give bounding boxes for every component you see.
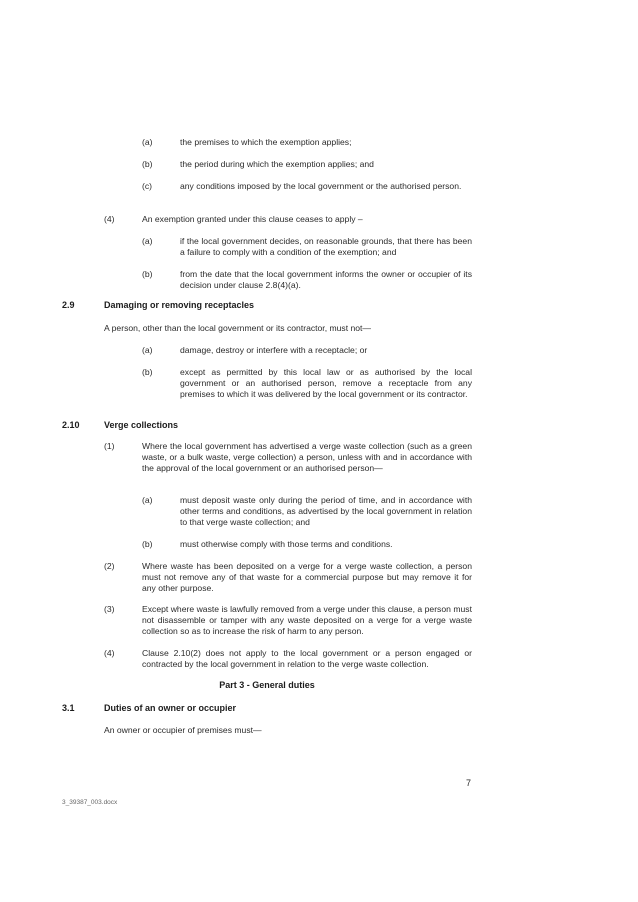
clause-2-8-4b-text: from the date that the local government informs the owner or occupier of its decision under clause 2.8(4)(a). xyxy=(180,269,472,290)
clause-2-9-number: 2.9 xyxy=(62,300,75,310)
clause-2-8-4-text: An exemption granted under this clause ceases to apply – xyxy=(142,214,363,224)
clause-2-8-4a-label: (a) xyxy=(142,236,153,246)
part-3-heading: Part 3 - General duties xyxy=(219,680,315,690)
clause-3-1-intro: An owner or occupier of premises must— xyxy=(104,725,262,735)
clause-2-8-3c-text: any conditions imposed by the local government or the authorised person. xyxy=(180,181,462,191)
clause-2-10-1a-text: must deposit waste only during the period of time, and in accordance with other terms and conditions, as advertised by the local government in relation to that verge waste collection; and xyxy=(180,495,472,527)
clause-2-10-2-label: (2) xyxy=(104,561,115,571)
clause-2-9b-label: (b) xyxy=(142,367,153,377)
clause-2-10-2-text: Where waste has been deposited on a verge for a verge waste collection, a person must not remove any of that waste for a commercial purpose but may remove it for any other purpose. xyxy=(142,561,472,593)
clause-2-8-3a-text: the premises to which the exemption applies; xyxy=(180,137,352,147)
clause-2-10-1-label: (1) xyxy=(104,441,115,451)
clause-3-1-number: 3.1 xyxy=(62,703,75,713)
clause-2-8-3c-label: (c) xyxy=(142,181,153,191)
clause-2-10-1b-text: must otherwise comply with those terms and conditions. xyxy=(180,539,393,549)
clause-2-9-intro: A person, other than the local government or its contractor, must not— xyxy=(104,323,372,333)
clause-2-9b-text: except as permitted by this local law or as authorised by the local government or an authorised person, remove a receptacle from any premises to which it was delivered by the local government or its contractor. xyxy=(180,367,472,399)
clause-2-9a-text: damage, destroy or interfere with a receptacle; or xyxy=(180,345,368,355)
clause-2-10-1-text: Where the local government has advertised a verge waste collection (such as a green waste, or a bulk waste, verge collection) a person, unless with and in accordance with the approval of the local government or an authorised person— xyxy=(142,441,472,473)
clause-2-10-4-label: (4) xyxy=(104,648,115,658)
clause-2-10-3-text: Except where waste is lawfully removed from a verge under this clause, a person must not disassemble or tamper with any waste deposited on a verge for a verge waste collection so as to increase the risk of harm to any person. xyxy=(142,604,472,636)
footer-file-code: 3_39387_003.docx xyxy=(62,799,118,806)
clause-2-8-4a-text: if the local government decides, on reasonable grounds, that there has been a failure to comply with a condition of the exemption; and xyxy=(180,236,472,257)
clause-2-8-3b-text: the period during which the exemption applies; and xyxy=(180,159,374,169)
clause-2-10-1a-label: (a) xyxy=(142,495,153,505)
clause-2-10-4-text: Clause 2.10(2) does not apply to the local government or a person engaged or contracted by the local government in relation to the verge waste collection. xyxy=(142,648,472,669)
clause-2-10-1b-label: (b) xyxy=(142,539,153,549)
clause-2-8-3b-label: (b) xyxy=(142,159,153,169)
clause-2-9a-label: (a) xyxy=(142,345,153,355)
clause-2-9-heading: Damaging or removing receptacles xyxy=(104,300,255,310)
clause-3-1-heading: Duties of an owner or occupier xyxy=(104,703,237,713)
clause-2-8-3a-label: (a) xyxy=(142,137,153,147)
clause-2-8-4-label: (4) xyxy=(104,214,115,224)
page-number: 7 xyxy=(466,778,472,788)
clause-2-10-heading: Verge collections xyxy=(104,420,179,430)
clause-2-8-4b-label: (b) xyxy=(142,269,153,279)
clause-2-10-number: 2.10 xyxy=(62,420,80,430)
clause-2-10-3-label: (3) xyxy=(104,604,115,614)
